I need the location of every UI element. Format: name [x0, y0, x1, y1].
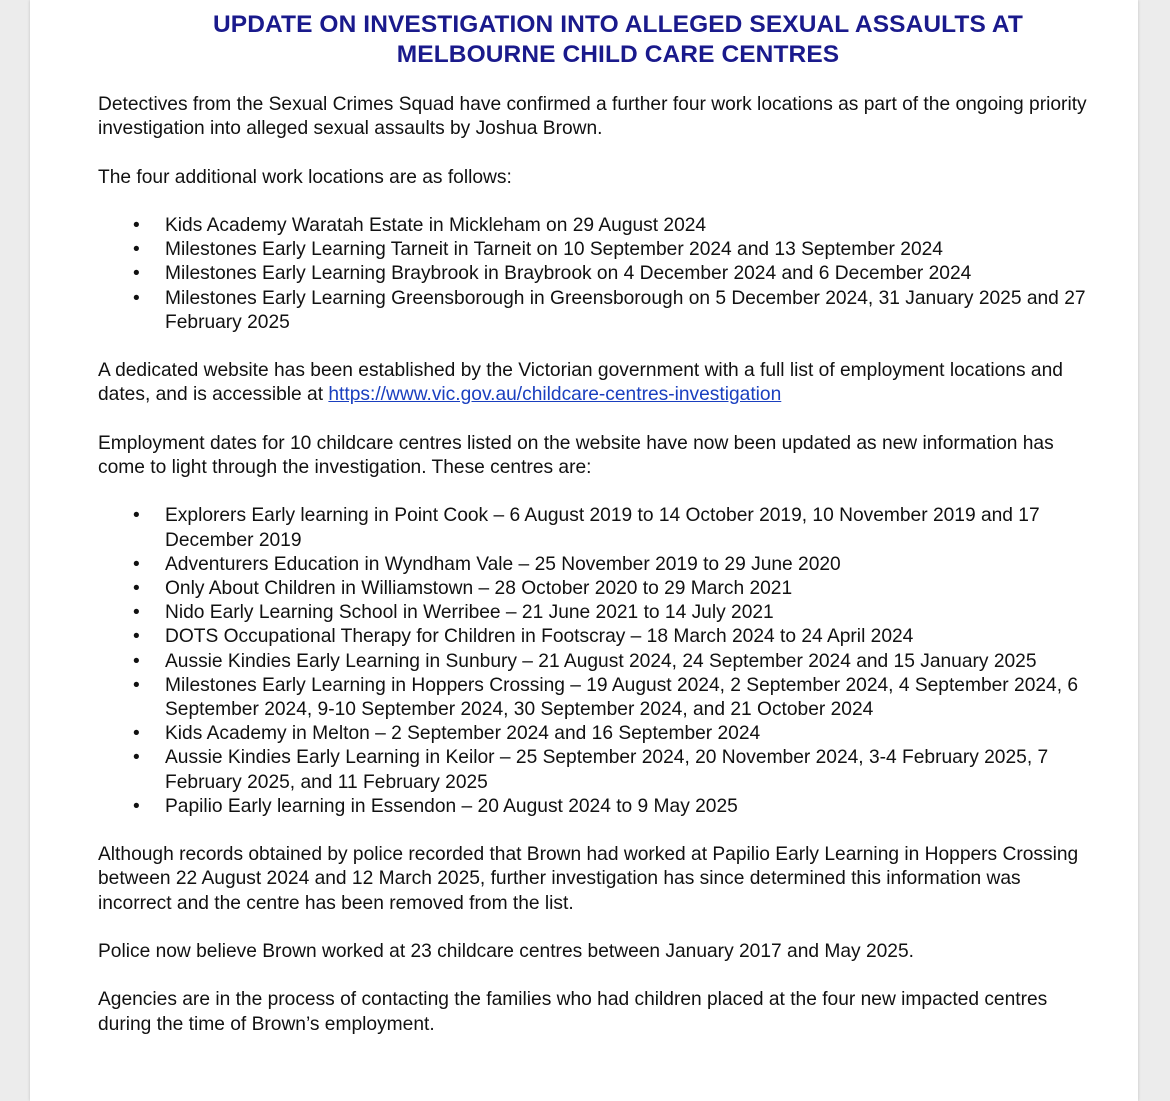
- list-item: [98, 650, 1098, 674]
- list-item-text: Adventurers Education in Wyndham Vale – 25 November 2019 to 29 June 2020: [165, 553, 841, 575]
- list-item: [98, 722, 1098, 746]
- removed-centre-paragraph: Although records obtained by police recorded that Brown had worked at Papilio Early Learning in Hoppers Crossing between 22 August 2024 and 12 March 2025, further investigation has since determined this information was incorrect and the centre has been removed from the list.: [98, 844, 1079, 914]
- bullet-icon: •: [133, 505, 140, 527]
- document-title-line-1: UPDATE ON INVESTIGATION INTO ALLEGED SEXUAL ASSAULTS AT: [213, 11, 1023, 38]
- bullet-icon: •: [133, 239, 140, 261]
- list-item: [98, 504, 1098, 552]
- bullet-icon: •: [133, 723, 140, 745]
- list-item-text: Nido Early Learning School in Werribee – 21 June 2021 to 14 July 2021: [165, 602, 774, 624]
- document-title-line-2: MELBOURNE CHILD CARE CENTRES: [396, 41, 840, 68]
- bullet-icon: •: [133, 553, 140, 575]
- list-item-text: Kids Academy in Melton – 2 September 2024 and 16 September 2024: [165, 723, 761, 745]
- list-item: [98, 287, 1098, 335]
- bullet-icon: •: [133, 214, 140, 236]
- list-item-text: Milestones Early Learning Braybrook in Braybrook on 4 December 2024 and 6 December 2024: [165, 263, 972, 285]
- new-locations-intro: The four additional work locations are as follows:: [98, 166, 512, 188]
- website-paragraph: [98, 359, 1098, 407]
- list-item-text: Aussie Kindies Early Learning in Sunbury – 21 August 2024, 24 September 2024 and 15 January 2025: [165, 650, 1037, 672]
- list-item: [98, 746, 1098, 794]
- list-item: [98, 674, 1098, 722]
- list-item-text: Kids Academy Waratah Estate in Mickleham on 29 August 2024: [165, 214, 707, 236]
- list-item-text: Only About Children in Williamstown – 28 October 2020 to 29 March 2021: [165, 577, 793, 599]
- bullet-icon: •: [133, 650, 140, 672]
- new-locations-list: [98, 214, 1098, 335]
- updated-centres-list: [98, 504, 1098, 819]
- bullet-icon: •: [133, 674, 140, 696]
- total-centres-paragraph: Police now believe Brown worked at 23 childcare centres between January 2017 and May 2025.: [98, 941, 914, 962]
- list-item: [98, 795, 1098, 819]
- bullet-icon: •: [133, 795, 140, 817]
- bullet-icon: •: [133, 626, 140, 648]
- document-page: [30, 0, 1138, 1101]
- list-item-text: Papilio Early learning in Essendon – 20 August 2024 to 9 May 2025: [165, 795, 738, 817]
- list-item: [98, 577, 1098, 601]
- list-item-text: DOTS Occupational Therapy for Children in Footscray – 18 March 2024 to 24 April 2024: [165, 626, 914, 648]
- bullet-icon: •: [133, 747, 140, 769]
- bullet-icon: •: [133, 577, 140, 599]
- bullet-icon: •: [133, 287, 140, 309]
- list-item-text: Explorers Early learning in Point Cook – 6 August 2019 to 14 October 2019, 10 November 2019 and 17 December 2019: [165, 505, 1040, 551]
- list-item-text: Milestones Early Learning Greensborough in Greensborough on 5 December 2024, 31 January 2025 and 27 February 2025: [165, 287, 1086, 333]
- document-body: [98, 93, 1098, 1061]
- list-item: [98, 625, 1098, 649]
- list-item-text: Milestones Early Learning Tarneit in Tarneit on 10 September 2024 and 13 September 2024: [165, 239, 943, 261]
- list-item: [98, 553, 1098, 577]
- list-item: [98, 238, 1098, 262]
- website-link[interactable]: https://www.vic.gov.au/childcare-centres-investigation: [328, 384, 782, 406]
- list-item-text: Milestones Early Learning in Hoppers Crossing – 19 August 2024, 2 September 2024, 4 September 2024, 6 September 2024, 9-10 September 2024, 30 September 2024, and 21 October 2024: [165, 674, 1079, 720]
- bullet-icon: •: [133, 263, 140, 285]
- updated-centres-intro: Employment dates for 10 childcare centres listed on the website have now been updated as new information has come to light through the investigation. These centres are:: [98, 432, 1054, 478]
- intro-paragraph: Detectives from the Sexual Crimes Squad have confirmed a further four work locations as part of the ongoing priority investigation into alleged sexual assaults by Joshua Brown.: [98, 94, 1087, 140]
- list-item: [98, 601, 1098, 625]
- list-item-text: Aussie Kindies Early Learning in Keilor – 25 September 2024, 20 November 2024, 3-4 February 2025, 7 February 2025, and 11 February 2025: [165, 747, 1049, 793]
- list-item: [98, 262, 1098, 286]
- website-paragraph-text: A dedicated website has been established by the Victorian government with a full list of employment locations and dates, and is accessible at: [98, 360, 1063, 406]
- document-title: [98, 10, 1138, 70]
- list-item: [98, 214, 1098, 238]
- bullet-icon: •: [133, 602, 140, 624]
- agencies-paragraph: Agencies are in the process of contacting the families who had children placed at the four new impacted centres during the time of Brown’s employment.: [98, 989, 1048, 1035]
